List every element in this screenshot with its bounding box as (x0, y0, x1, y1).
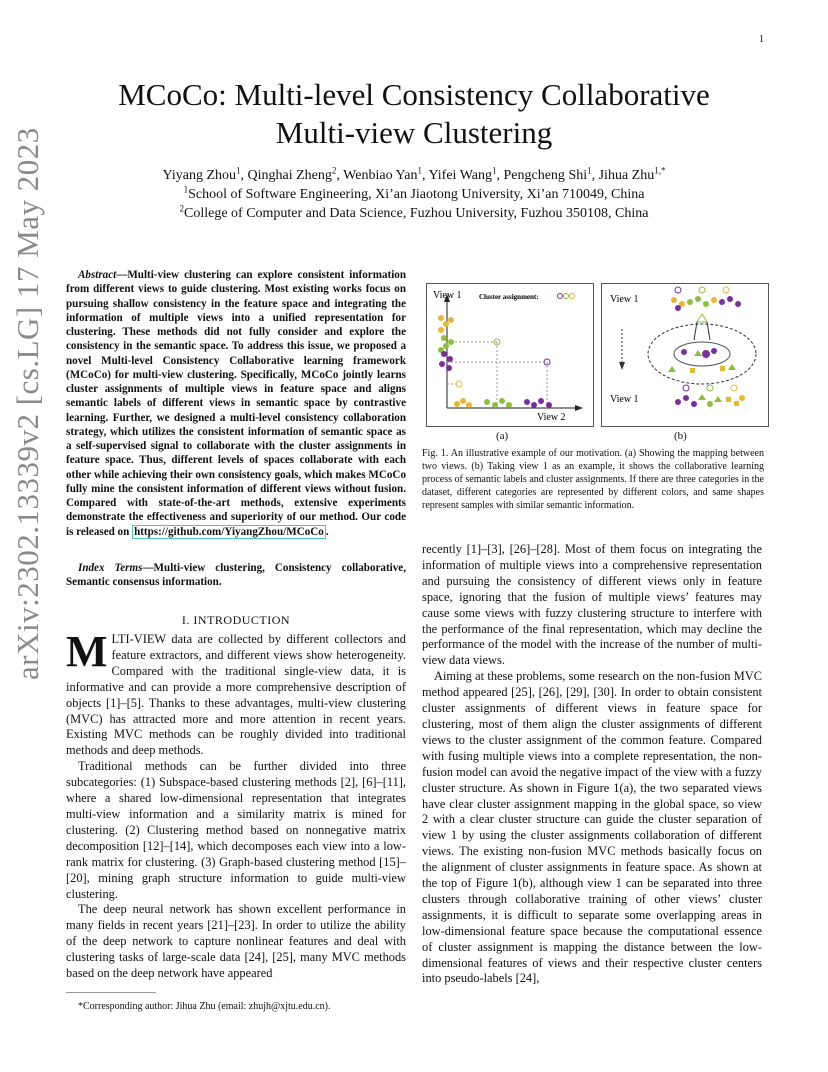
figure-1a-label: (a) (496, 430, 509, 442)
right-paragraph-2: Aiming at these problems, some research on the non-fusion MVC method appeared [25], [26], [29], [30]. In order to obtain consistent cluster assignments of different views in feature space for clustering, most of them align the cluster assignments of different views to the cluster assignment of the common feature. Compared with fusing multiple views into a complete representation, the non-fusion model can avoid the negative impact of the view with a fuzzy cluster structure. As shown in Figure 1(a), the two separated views have clear cluster assignment mapping in the global space, so view 2 with a clear cluster structure can guide the cluster separation of view 1 by using the cluster assignments collaboration of different views. The existing non-fusion MVC methods basically focus on the alignment of cluster assignments in feature space. As shown at the top of Figure 1(b), although view 1 can be separated into three clusters through collaborative training of other views’ cluster assignments, it is difficult to separate some overlapping areas in low-dimensional feature space because the computational essence of cluster assignment is mapping the distance between the low-dimensional features of views and their respective cluster centers into pseudo-labels [24], (422, 669, 762, 986)
authors: Yiyang Zhou$^1$, Qinghai Zheng$^2$, Wenbiao Yan$^1$, Yifei Wang$^1$, Pengcheng Shi$^1$, Jihua Zhu$^{1,*}$ (162, 165, 666, 183)
fig-a-view1: View 1 (433, 290, 462, 301)
section-heading: I. INTRODUCTION (181, 613, 291, 627)
affiliation-2: $^2$College of Computer and Data Science, Fuzhou University, Fuzhou 350108, China (179, 203, 649, 221)
fig-a-cluster-label: Cluster assignment: (479, 293, 539, 301)
intro-paragraph-3: The deep neural network has shown excellent performance in many fields in recent years [21]–[23]. In order to utilize the ability of the deep network to capture nonlinear features and deal with clustering tasks of large-scale data [24], [25], many MVC methods based on the deep network have appeared (66, 902, 406, 981)
figure-1b-label: (b) (674, 430, 687, 442)
right-column-text (422, 542, 762, 987)
fig-b-view1-bottom: View 1 (610, 394, 639, 405)
arxiv-stamp: arXiv:2302.13339v2 [cs.LG] 17 May 2023 (10, 127, 45, 680)
right-paragraph-1: recently [1]–[3], [26]–[28]. Most of them focus on integrating the information of multiple views into a comprehensive representation and pursuing the consistency of different views only in feature space, ignoring that the fusion of multiple views’ features may cause some views with fuzzy clustering structure to interfere with the performance of the final representation, which may decline the performance of the model with the increase of the number of multi-view data views. (422, 542, 762, 668)
abstract-text: —Multi-view clustering can explore consistent information from different views to guide clustering. Most existing works focus on pursuing shallow consistency in the feature space and integrating the information of multiple views into a unified representation for clustering. These methods did not fully consider and explore the consistency in the semantic space. To address this issue, we proposed a novel Multi-level Consistency Collaborative learning framework (MCoCo) for multi-view clustering. Specifically, MCoCo jointly learns cluster assignments of multiple views in feature space and aligns semantic labels of different views in semantic space by contrastive learning. Further, we designed a multi-level consistency collaboration strategy, which utilizes the consistent information of semantic space as a self-supervised signal to collaborate with the cluster assignments in feature space. Thus, different levels of spaces collaborate with each other while achieving their own consistency goals, which makes MCoCo fully mine the consistent information of different views without fusion. Compared with state-of-the-art methods, extensive experiments demonstrate the effectiveness and superiority of our method. Our code is released on (66, 269, 406, 538)
figure-caption: Fig. 1. An illustrative example of our motivation. (a) Showing the mapping between two views. (b) Taking view 1 as an example, it shows the collaborative learning process of semantic labels and cluster assignments. If there are three categories in the dataset, different categories are represented by different colors, and same shapes represent samples with similar semantic information. (422, 448, 764, 511)
title-line-1: MCoCo: Multi-level Consistency Collaborative (118, 77, 710, 112)
figure-1a-graphic (427, 284, 593, 426)
abstract: Abstract—Multi-view clustering can explore consistent information from different views to guide clustering. Most existing works focus on pursuing shallow consistency in the feature space and integrating the information of multiple views into a unified representation for clustering. These methods did not fully consider and explore the consistency in the semantic space. To address this issue, we proposed a novel Multi-level Consistency Collaborative learning framework (MCoCo) for multi-view clustering. Specifically, MCoCo jointly learns cluster assignments of multiple views in feature space and aligns semantic labels of different views in semantic space by contrastive learning. Further, we designed a multi-level consistency collaboration strategy, which utilizes the consistent information of semantic space as a self-supervised signal to collaborate with the cluster assignments in feature space. Thus, different levels of spaces collaborate with each other while achieving their own consistency goals, which makes MCoCo fully mine the consistent information of different views without fusion. Compared with state-of-the-art methods, extensive experiments demonstrate the effectiveness and superiority of our method. Our code is released on https://github.com/YiyangZhou/MCoCo . (66, 269, 406, 538)
page-number: 1 (759, 34, 764, 45)
fig-a-view2: View 2 (537, 412, 566, 423)
code-link[interactable]: https://github.com/YiyangZhou/MCoCo (134, 525, 324, 538)
intro-paragraph-2: Traditional methods can be further divided into three subcategories: (1) Subspace-based clustering methods [2], [6]–[11], where a shared low-dimensional representation that integrates multi-view information and a similarity matrix is mined for clustering. (2) Clustering method based on nonnegative matrix decomposition [12]–[14], which decomposes each view into a low-rank matrix for clustering. (3) Graph-based clustering method [15]–[20], mining graph structure information to guide multi-view clustering. (66, 759, 406, 901)
figure-1b-graphic (602, 284, 768, 426)
index-label: Index Terms (78, 562, 143, 574)
figure-1b (601, 283, 769, 427)
abstract-label: Abstract (78, 269, 117, 281)
index-terms (66, 561, 406, 590)
author-block (0, 166, 828, 223)
footnote-rule (66, 992, 156, 993)
index-text: —Multi-view clustering, Consistency collaborative, Semantic consensus information. (66, 562, 406, 589)
title-line-2: Multi-view Clustering (275, 115, 553, 150)
affiliation-1: $^1$School of Software Engineering, Xi’an Jiaotong University, Xi’an 710049, China (183, 184, 645, 202)
footnote: *Corresponding author: Jihua Zhu (email: zhujh@xjtu.edu.cn). (78, 1001, 331, 1012)
paper-title (0, 76, 828, 152)
intro-paragraph-1: MLTI-VIEW data are collected by different collectors and feature extractors, and different views show heterogeneity. Compared with the traditional single-view data, it is informative and can provide a more comprehensive description of objects [1]–[5]. Thanks to these advantages, multi-view clustering (MVC) has attracted more and more attention in recent years. Existing MVC methods can be roughly divided into traditional methods and deep methods. (66, 627, 406, 758)
fig-b-view1-top: View 1 (610, 294, 639, 305)
figure-1a (426, 283, 594, 427)
intro-text (66, 627, 406, 982)
drop-cap: M (66, 627, 108, 676)
